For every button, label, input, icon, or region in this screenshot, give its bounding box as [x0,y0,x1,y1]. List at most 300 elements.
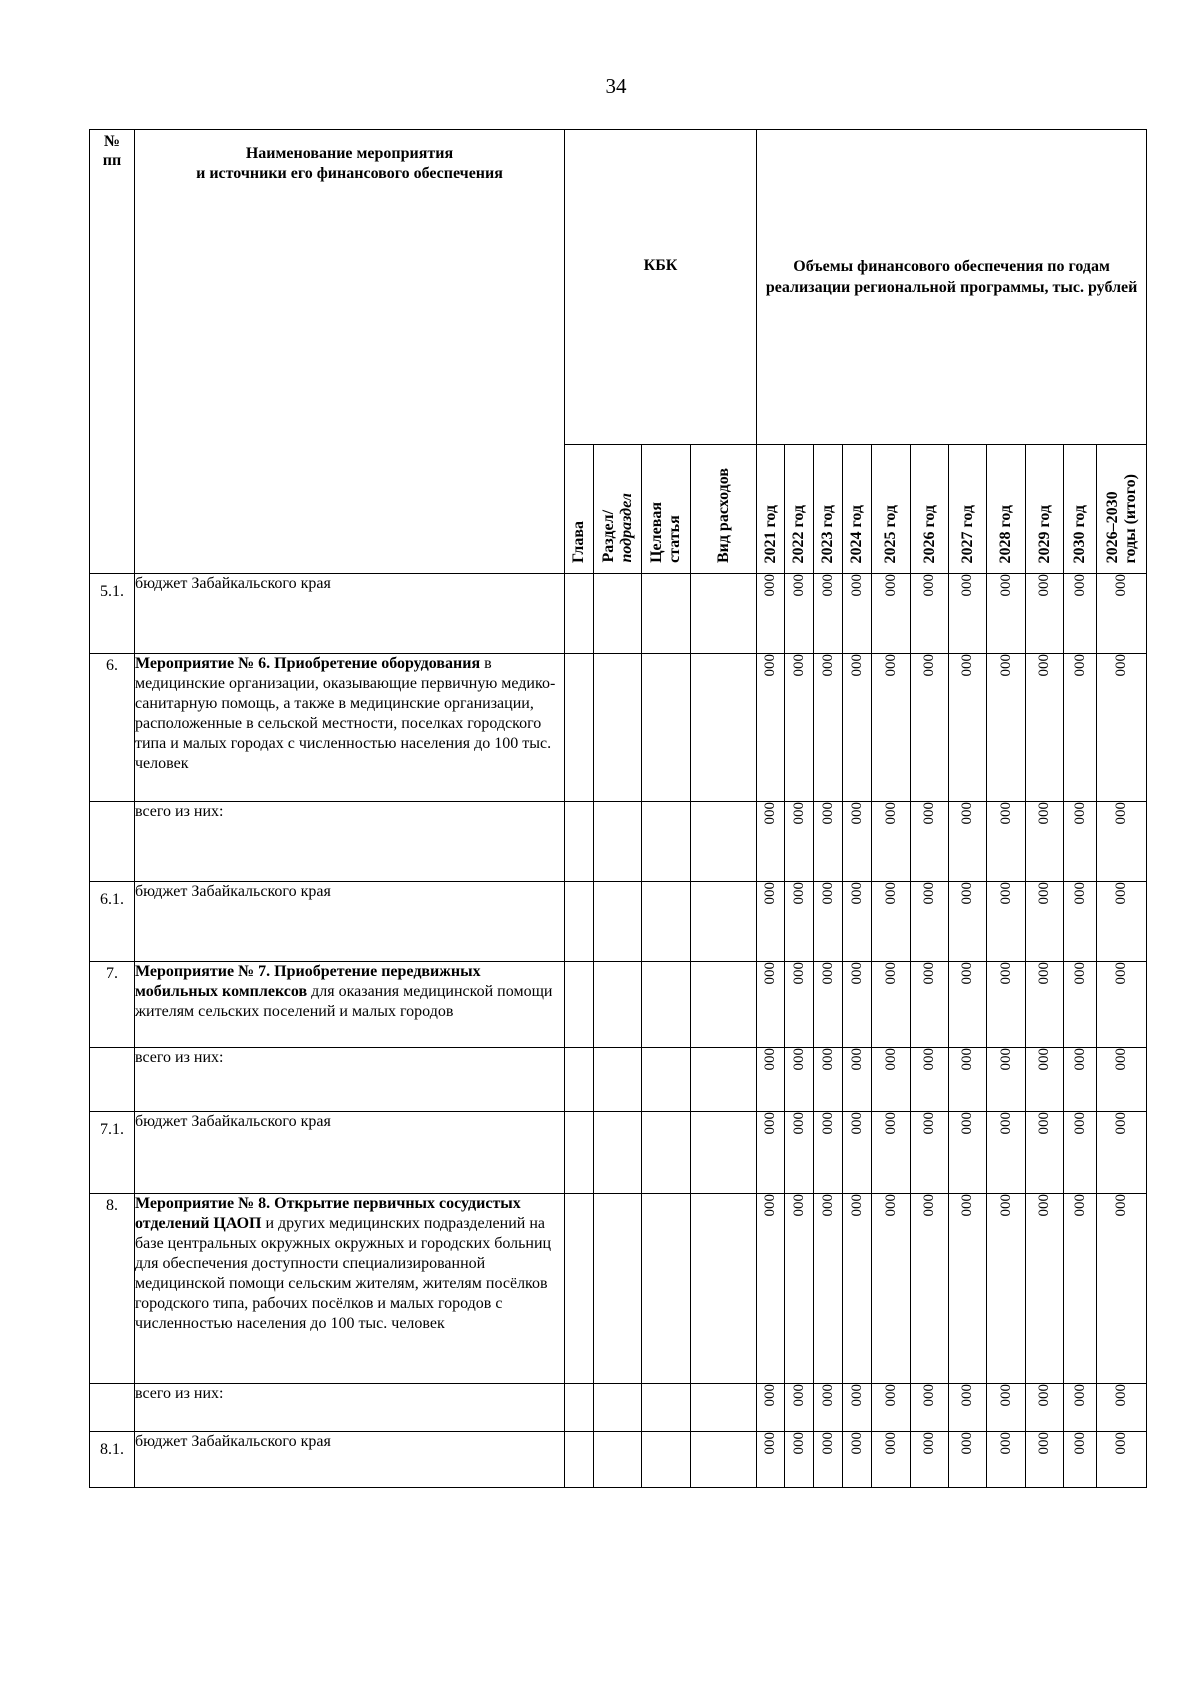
row-name [135,1048,565,1112]
row-number: 8.1. [90,1432,135,1488]
value-cell [843,1194,872,1384]
value-text: 000 [790,1432,807,1455]
value-text: 000 [790,1112,807,1135]
value-text: 000 [921,1048,938,1071]
value-text: 000 [762,1432,779,1455]
value-text: 000 [997,654,1014,677]
value-cell [987,1384,1026,1432]
value-cell [911,654,949,802]
value-cell [1026,882,1064,962]
table-row [90,1384,1147,1432]
value-text: 000 [1036,654,1053,677]
row-name-text: всего из них: [135,1385,224,1402]
header-year-2026: 2026 год [911,445,949,574]
value-text: 000 [1071,1112,1088,1135]
value-text: 000 [1036,1384,1053,1407]
value-text: 000 [882,574,899,597]
value-text: 000 [1036,1048,1053,1071]
kbk-cell [565,574,594,654]
value-text: 000 [762,574,779,597]
value-cell [757,654,785,802]
kbk-cell [642,1384,691,1432]
value-cell [843,654,872,802]
value-text: 000 [959,962,976,985]
value-cell [1064,882,1097,962]
row-number: 6. [90,654,135,802]
value-text: 000 [1113,574,1130,597]
value-cell [949,1112,987,1194]
row-name [135,574,565,654]
value-cell [1097,654,1147,802]
row-number: 8. [90,1194,135,1384]
value-text: 000 [848,962,865,985]
value-cell [1097,1194,1147,1384]
row-name-bold: Мероприятие № 7. Приобретение передвижных мобильных комплексов [135,963,481,1000]
kbk-cell [642,1194,691,1384]
value-text: 000 [790,1194,807,1217]
value-cell [814,1048,843,1112]
value-text: 000 [882,1384,899,1407]
kbk-cell [642,962,691,1048]
value-cell [814,1194,843,1384]
value-text: 000 [848,1048,865,1071]
value-cell [872,1384,911,1432]
value-cell [1026,1112,1064,1194]
value-text: 000 [997,1384,1014,1407]
header-num: № пп [90,130,135,574]
value-cell [1026,1194,1064,1384]
row-name [135,882,565,962]
row-number: 7.1. [90,1112,135,1194]
kbk-cell [691,882,757,962]
value-text: 000 [1113,1194,1130,1217]
value-cell [872,802,911,882]
header-target-article: Целевая статья [642,445,691,574]
row-name [135,1384,565,1432]
kbk-cell [594,1384,642,1432]
value-cell [814,654,843,802]
value-cell [1026,654,1064,802]
value-text: 000 [819,1384,836,1407]
value-cell [1097,1048,1147,1112]
value-text: 000 [819,1048,836,1071]
value-cell [785,1048,814,1112]
value-cell [987,654,1026,802]
value-cell [785,574,814,654]
value-cell [757,1112,785,1194]
kbk-cell [691,802,757,882]
value-cell [872,1048,911,1112]
value-cell [1064,962,1097,1048]
value-text: 000 [959,574,976,597]
value-cell [814,1384,843,1432]
value-text: 000 [959,654,976,677]
value-text: 000 [997,1112,1014,1135]
header-razdel: Раздел/ подраздел [594,445,642,574]
value-text: 000 [959,1384,976,1407]
value-cell [987,1048,1026,1112]
kbk-cell [642,1432,691,1488]
header-glava: Глава [565,445,594,574]
header-name-line1: Наименование мероприятия [245,145,454,162]
value-cell [1026,1432,1064,1488]
value-cell [785,1112,814,1194]
value-text: 000 [762,882,779,905]
row-name [135,654,565,802]
value-cell [872,1432,911,1488]
table-row [90,654,1147,802]
row-name-text: бюджет Забайкальского края [135,575,331,592]
value-text: 000 [1071,802,1088,825]
value-cell [987,1432,1026,1488]
row-name-text: для оказания медицинской помощи жителям сельских поселений и малых городов [135,983,553,1020]
value-text: 000 [921,802,938,825]
value-cell [872,1112,911,1194]
value-cell [911,1048,949,1112]
row-name-bold: Мероприятие № 8. Открытие первичных сосудистых отделений ЦАОП [135,1195,521,1232]
value-cell [987,1112,1026,1194]
row-number [90,1384,135,1432]
value-cell [757,962,785,1048]
row-name-text: бюджет Забайкальского края [135,1433,331,1450]
row-number [90,802,135,882]
value-cell [911,1432,949,1488]
value-text: 000 [997,802,1014,825]
value-cell [785,1194,814,1384]
kbk-cell [594,962,642,1048]
value-cell [1097,574,1147,654]
row-name [135,962,565,1048]
value-cell [1097,962,1147,1048]
value-text: 000 [790,882,807,905]
kbk-cell [594,882,642,962]
value-cell [843,882,872,962]
value-cell [987,882,1026,962]
header-name [135,130,565,574]
value-text: 000 [762,1048,779,1071]
value-text: 000 [1036,1112,1053,1135]
value-cell [843,1432,872,1488]
kbk-cell [565,1384,594,1432]
kbk-cell [691,654,757,802]
value-cell [949,654,987,802]
value-text: 000 [882,1194,899,1217]
header-year-2027: 2027 год [949,445,987,574]
kbk-cell [642,1112,691,1194]
value-text: 000 [1036,1194,1053,1217]
value-cell [814,574,843,654]
value-cell [1026,962,1064,1048]
kbk-cell [594,1112,642,1194]
kbk-cell [594,654,642,802]
value-cell [1064,1432,1097,1488]
value-cell [872,1194,911,1384]
kbk-cell [565,654,594,802]
value-cell [785,882,814,962]
kbk-cell [691,962,757,1048]
header-year-2023: 2023 год [814,445,843,574]
value-text: 000 [790,574,807,597]
kbk-cell [565,882,594,962]
value-cell [843,1112,872,1194]
value-cell [843,1384,872,1432]
value-cell [785,962,814,1048]
kbk-cell [642,654,691,802]
value-text: 000 [848,1384,865,1407]
header-name-line2: и источники его финансового обеспечения [196,165,503,182]
value-cell [949,1048,987,1112]
header-year-2030: 2030 год [1064,445,1097,574]
value-text: 000 [997,574,1014,597]
value-cell [785,654,814,802]
value-text: 000 [959,802,976,825]
value-cell [949,882,987,962]
header-year-2021: 2021 год [757,445,785,574]
value-text: 000 [1071,1384,1088,1407]
table-row [90,1048,1147,1112]
value-text: 000 [997,1432,1014,1455]
value-text: 000 [959,1432,976,1455]
value-cell [911,1384,949,1432]
value-text: 000 [921,654,938,677]
table-row [90,1112,1147,1194]
value-text: 000 [1036,882,1053,905]
value-text: 000 [1113,1112,1130,1135]
row-name-text: и других медицинских подразделений на базе центральных окружных окружных и городских больниц для обеспечения доступности специализированной медицинской помощи сельским жителям, жителям посёлков городского типа, рабочих посёлков и малых городов с численностью населения до 100 тыс. человек [135,1215,552,1332]
value-text: 000 [1036,574,1053,597]
row-name [135,802,565,882]
value-text: 000 [848,574,865,597]
row-name-text: в медицинские организации, оказывающие первичную медико-санитарную помощь, а также в медицинские организации, расположенные в сельской местности, поселках городского типа и малых городах с численностью населения до 100 тыс. человек [135,655,556,772]
page-number: 34 [605,74,627,98]
value-text: 000 [882,1432,899,1455]
value-text: 000 [1071,1048,1088,1071]
header-year-2028: 2028 год [987,445,1026,574]
value-cell [987,1194,1026,1384]
value-text: 000 [1071,574,1088,597]
value-text: 000 [819,962,836,985]
value-cell [949,1432,987,1488]
kbk-cell [594,802,642,882]
value-cell [911,574,949,654]
financing-table [89,129,1147,1488]
value-text: 000 [882,1112,899,1135]
value-cell [1064,1112,1097,1194]
table-row [90,802,1147,882]
row-name-text: бюджет Забайкальского края [135,883,331,900]
value-text: 000 [921,1194,938,1217]
value-text: 000 [1113,1384,1130,1407]
value-cell [757,882,785,962]
header-year-2022: 2022 год [785,445,814,574]
value-cell [987,962,1026,1048]
header-year-2024: 2024 год [843,445,872,574]
kbk-cell [642,574,691,654]
value-text: 000 [1036,962,1053,985]
value-text: 000 [882,882,899,905]
header-year-2025: 2025 год [872,445,911,574]
value-text: 000 [762,1194,779,1217]
kbk-cell [642,802,691,882]
value-text: 000 [921,962,938,985]
value-text: 000 [848,882,865,905]
value-text: 000 [762,962,779,985]
header-expense-type: Вид расходов [691,445,757,574]
kbk-cell [642,1048,691,1112]
value-text: 000 [762,802,779,825]
kbk-cell [565,1112,594,1194]
value-text: 000 [848,1432,865,1455]
kbk-cell [594,1432,642,1488]
value-text: 000 [819,1194,836,1217]
value-cell [1064,1048,1097,1112]
value-text: 000 [819,574,836,597]
kbk-cell [565,1048,594,1112]
value-cell [757,802,785,882]
value-text: 000 [882,654,899,677]
table-row [90,574,1147,654]
value-text: 000 [790,962,807,985]
value-text: 000 [921,882,938,905]
value-text: 000 [921,1432,938,1455]
value-text: 000 [921,574,938,597]
value-text: 000 [1036,1432,1053,1455]
value-text: 000 [1113,1432,1130,1455]
value-text: 000 [1113,802,1130,825]
value-text: 000 [959,1048,976,1071]
value-text: 000 [959,1112,976,1135]
value-text: 000 [790,1384,807,1407]
value-cell [1064,802,1097,882]
value-cell [843,1048,872,1112]
value-cell [757,1384,785,1432]
value-cell [1026,574,1064,654]
value-text: 000 [848,1194,865,1217]
header-kbk: КБК [565,130,757,445]
row-name-text: бюджет Забайкальского края [135,1113,331,1130]
table-row [90,1194,1147,1384]
table-row [90,1432,1147,1488]
row-name [135,1432,565,1488]
value-cell [1064,654,1097,802]
value-text: 000 [959,882,976,905]
value-text: 000 [921,1384,938,1407]
kbk-cell [691,1432,757,1488]
row-number [90,1048,135,1112]
value-cell [987,802,1026,882]
header-total: 2026–2030 годы (итого) [1097,445,1147,574]
row-name [135,1194,565,1384]
value-cell [843,574,872,654]
row-number: 7. [90,962,135,1048]
value-cell [1026,802,1064,882]
value-cell [1097,882,1147,962]
table-row [90,882,1147,962]
value-cell [1097,1112,1147,1194]
value-cell [911,1194,949,1384]
kbk-cell [565,1432,594,1488]
value-text: 000 [848,654,865,677]
value-text: 000 [1113,1048,1130,1071]
value-cell [1097,1432,1147,1488]
value-cell [911,962,949,1048]
kbk-cell [691,1384,757,1432]
row-name [135,1112,565,1194]
kbk-cell [565,802,594,882]
kbk-cell [691,1112,757,1194]
value-text: 000 [1113,654,1130,677]
value-text: 000 [819,1432,836,1455]
value-text: 000 [762,1384,779,1407]
value-cell [757,1194,785,1384]
value-cell [757,574,785,654]
value-cell [872,574,911,654]
value-text: 000 [790,654,807,677]
value-text: 000 [1071,1432,1088,1455]
table-row [90,962,1147,1048]
value-cell [785,1432,814,1488]
kbk-cell [565,1194,594,1384]
value-cell [911,802,949,882]
value-cell [1064,1384,1097,1432]
kbk-cell [691,574,757,654]
value-text: 000 [848,1112,865,1135]
value-text: 000 [1071,1194,1088,1217]
value-text: 000 [1071,882,1088,905]
value-cell [911,1112,949,1194]
value-cell [757,1432,785,1488]
value-cell [872,654,911,802]
value-cell [1064,574,1097,654]
value-cell [814,882,843,962]
kbk-cell [642,882,691,962]
row-name-bold: Мероприятие № 6. Приобретение оборудования [135,655,481,672]
value-cell [1097,1384,1147,1432]
kbk-cell [691,1048,757,1112]
value-cell [785,802,814,882]
value-text: 000 [790,802,807,825]
row-name-text: всего из них: [135,1049,224,1066]
value-text: 000 [762,1112,779,1135]
kbk-cell [691,1194,757,1384]
value-cell [949,962,987,1048]
value-cell [814,1112,843,1194]
value-text: 000 [1036,802,1053,825]
value-cell [757,1048,785,1112]
value-cell [814,802,843,882]
value-cell [949,802,987,882]
value-cell [1064,1194,1097,1384]
row-number: 5.1. [90,574,135,654]
value-text: 000 [921,1112,938,1135]
header-volume: Объемы финансового обеспечения по годам реализации региональной программы, тыс. рублей [757,130,1147,445]
value-text: 000 [1113,882,1130,905]
value-cell [843,962,872,1048]
kbk-cell [565,962,594,1048]
row-number: 6.1. [90,882,135,962]
value-text: 000 [882,962,899,985]
value-text: 000 [882,802,899,825]
value-cell [949,1384,987,1432]
value-text: 000 [997,962,1014,985]
value-cell [949,1194,987,1384]
value-text: 000 [848,802,865,825]
kbk-cell [594,1048,642,1112]
row-name-text: всего из них: [135,803,224,820]
value-cell [814,962,843,1048]
value-text: 000 [997,1048,1014,1071]
value-text: 000 [997,882,1014,905]
